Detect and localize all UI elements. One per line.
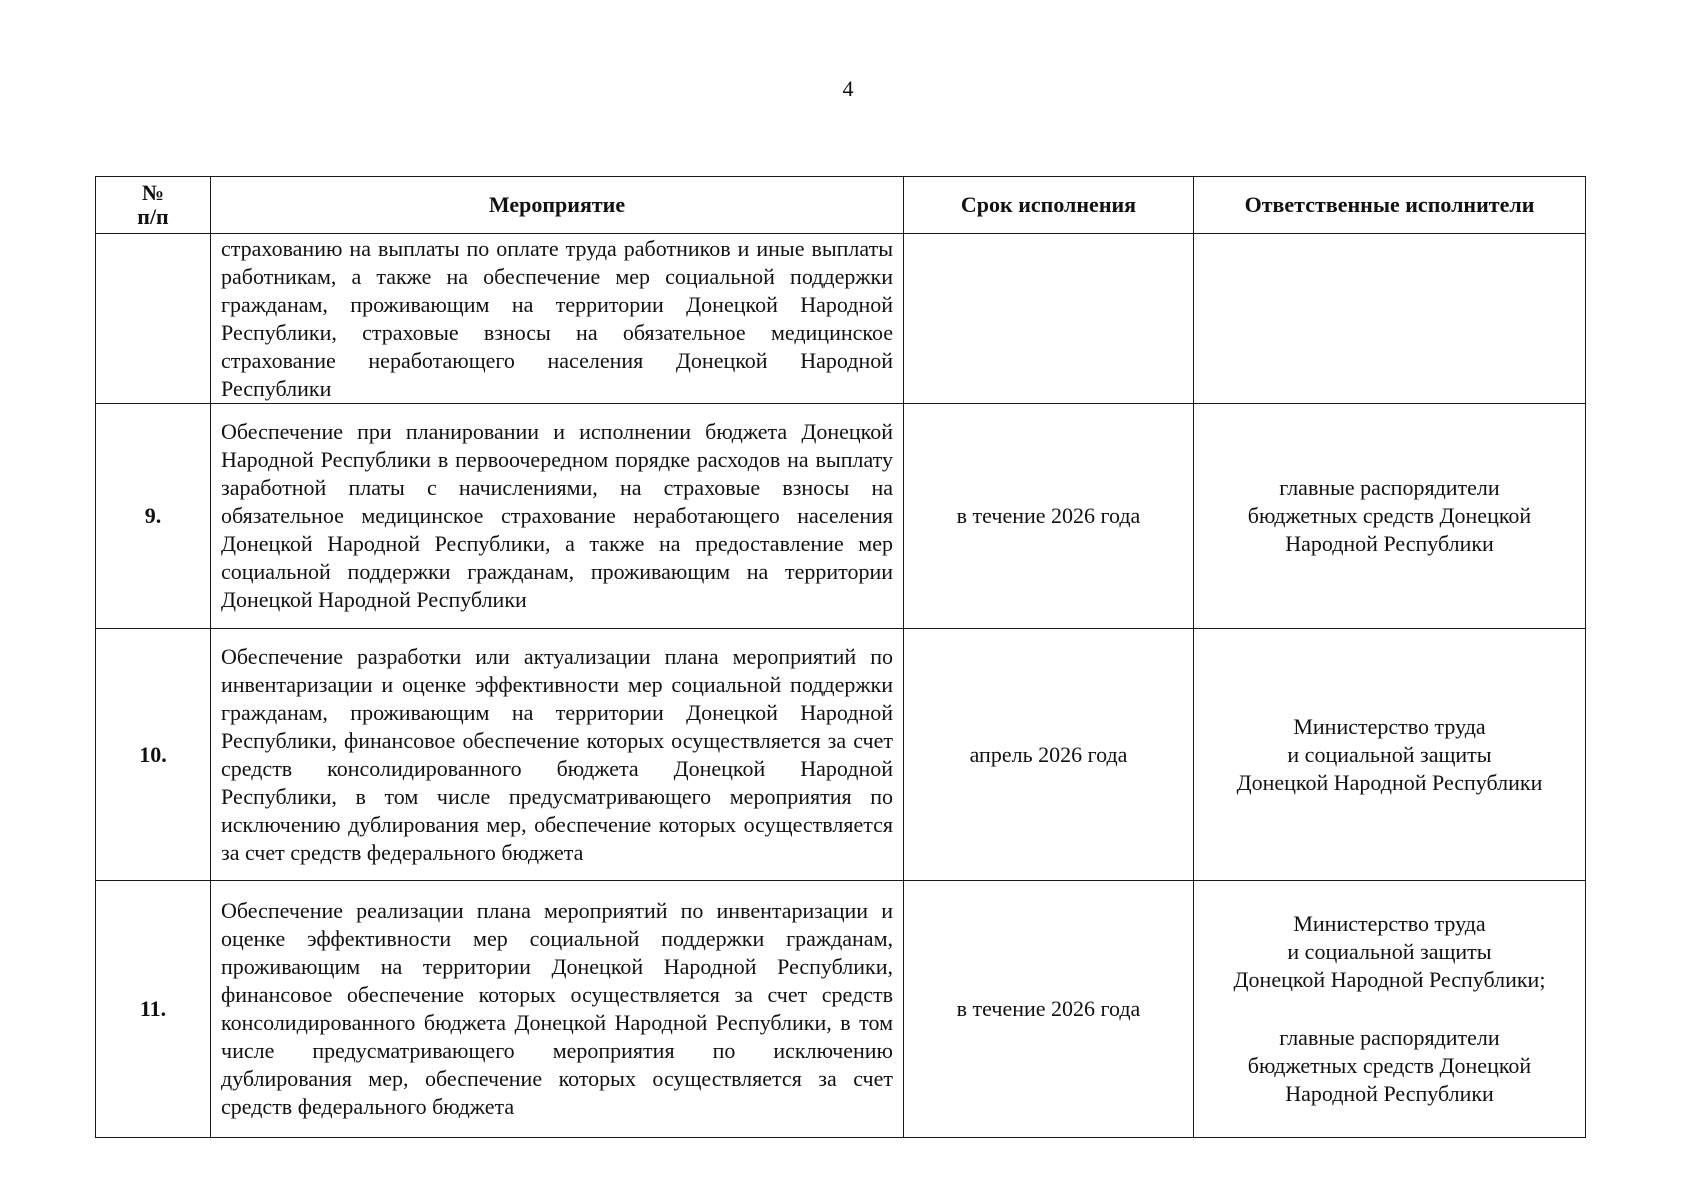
table-row: [96, 629, 1586, 881]
header-num: № п/п: [96, 177, 211, 234]
row-event: [211, 234, 904, 404]
responsible-line: главные распорядители: [1279, 1025, 1500, 1050]
responsible-line: и социальной защиты: [1287, 741, 1492, 767]
row-event-text: страхованию на выплаты по оплате труда работников и иные выплаты работникам, а также на обеспечение мер социальной поддержки гражданам, проживающим на территории Донецкой Народной Республики, страховые взносы на обязательное медицинское страхование неработающего населения Донецкой Народной Республики: [221, 235, 893, 401]
responsible-line: главные распорядители: [1279, 475, 1500, 500]
responsible-line: Донецкой Народной Республики: [1236, 769, 1543, 795]
header-term: Срок исполнения: [904, 177, 1194, 234]
row-event-text: Обеспечение при планировании и исполнении бюджета Донецкой Народной Республики в первоочередном порядке расходов на выплату заработной платы с начислениями, на страховые взносы на обязательное медицинское страхование неработающего населения Донецкой Народной Республики, а также на предоставление мер социальной поддержки гражданам, проживающим на территории Донецкой Народной Республики: [221, 419, 893, 612]
row-responsible: [1194, 404, 1586, 629]
row-num: 11.: [96, 881, 211, 1138]
responsible-line: бюджетных средств Донецкой: [1247, 1053, 1532, 1078]
row-num: [96, 234, 211, 404]
responsible-line: Донецкой Народной Республики;: [1233, 967, 1546, 992]
page-number: 4: [842, 76, 854, 101]
responsible-line: Министерство труда: [1293, 713, 1486, 739]
header-event: Мероприятие: [211, 177, 904, 234]
table-row: [96, 404, 1586, 629]
responsible-line: Народной Республики: [1285, 1081, 1494, 1106]
responsible-line: Народной Республики: [1285, 531, 1494, 556]
row-term: апрель 2026 года: [904, 629, 1194, 881]
row-responsible: [1194, 881, 1586, 1138]
responsible-line: Министерство труда: [1293, 911, 1486, 936]
table-row: [96, 234, 1586, 404]
row-num: 9.: [96, 404, 211, 629]
table-header-row: [96, 177, 1586, 234]
responsible-line: бюджетных средств Донецкой: [1247, 503, 1532, 528]
responsible-gap: [1194, 994, 1585, 1024]
row-term: [904, 234, 1194, 404]
row-term: в течение 2026 года: [904, 404, 1194, 629]
responsible-line: и социальной защиты: [1287, 939, 1492, 964]
row-event: [211, 881, 904, 1138]
row-term: в течение 2026 года: [904, 881, 1194, 1138]
row-event: [211, 404, 904, 629]
plan-table: [95, 176, 1586, 1138]
row-event: [211, 629, 904, 881]
row-responsible: [1194, 234, 1586, 404]
header-responsible: Ответственные исполнители: [1194, 177, 1586, 234]
table-row: [96, 881, 1586, 1138]
row-responsible: [1194, 629, 1586, 881]
row-event-text: Обеспечение разработки или актуализации плана мероприятий по инвентаризации и оценке эффективности мер социальной поддержки гражданам, проживающим на территории Донецкой Народной Республики, финансовое обеспечение которых осуществляется за счет средств консолидированного бюджета Донецкой Народной Республики, в том числе предусматривающего мероприятия по исключению дублирования мер, обеспечение которых осуществляется за счет средств федерального бюджета: [221, 643, 893, 865]
row-event-text: Обеспечение реализации плана мероприятий по инвентаризации и оценке эффективности мер социальной поддержки гражданам, проживающим на территории Донецкой Народной Республики, финансовое обеспечение которых осуществляется за счет средств консолидированного бюджета Донецкой Народной Республики, в том числе предусматривающего мероприятия по исключению дублирования мер, обеспечение которых осуществляется за счет средств федерального бюджета: [221, 898, 893, 1119]
row-num: 10.: [96, 629, 211, 881]
